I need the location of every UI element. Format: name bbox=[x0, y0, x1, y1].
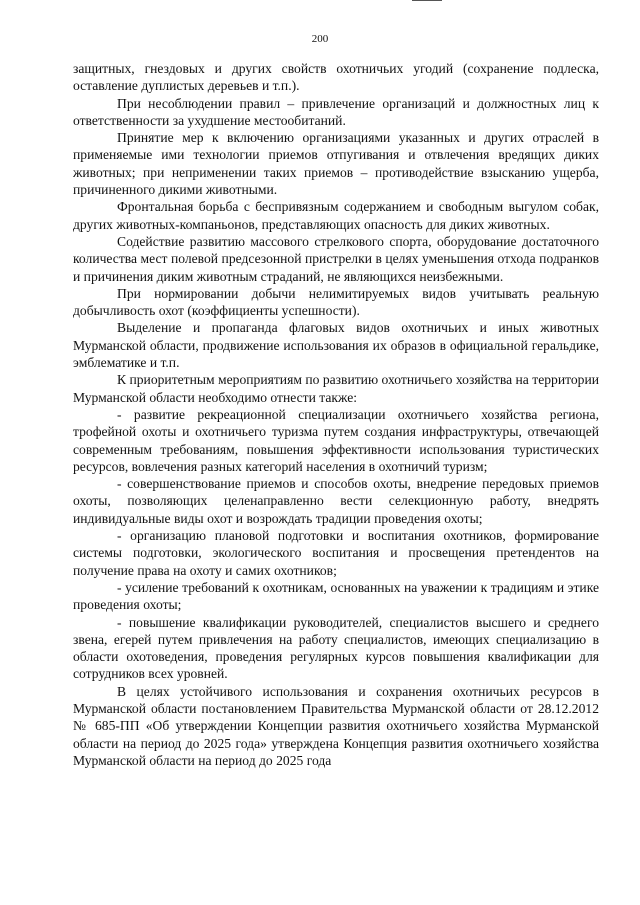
scan-mark bbox=[412, 0, 442, 1]
list-item-hunter-training: - организацию плановой подготовки и воспитания охотников, формирование системы подготовки, экологического воспитания и просвещения претендентов на получение права на охоту и самих охотников; bbox=[73, 528, 599, 578]
list-item-hunter-requirements: - усиление требований к охотникам, основанных на уважении к традициям и этике проведения охоты; bbox=[73, 579, 599, 613]
paragraph-3: Принятие мер к включению организациями указанных и других отраслей в применяемые ими технологии приемов отпугивания и отвлечения вредящих диких животных; при неприменении таких приемов – противодействие взысканию ущерба, причиненного дикими животными. bbox=[73, 130, 599, 198]
document-body bbox=[73, 60, 599, 769]
list-item-qualification: - повышение квалификации руководителей, специалистов высшего и среднего звена, егерей путем привлечения на работу специалистов, имеющих специализацию в области охотоведения, проведения регулярных курсов повышения квалификации для сотрудников всех уровней. bbox=[73, 614, 599, 682]
paragraph-6: При нормировании добычи нелимитируемых видов учитывать реальную добычливость охот (коэффициенты успешности). bbox=[73, 285, 599, 319]
paragraph-1: защитных, гнездовых и других свойств охотничьих угодий (сохранение подлеска, оставление дуплистых деревьев и т.п.). bbox=[73, 61, 599, 94]
paragraph-concept: В целях устойчивого использования и сохранения охотничьих ресурсов в Мурманской области постановлением Правительства Мурманской области от 28.12.2012 № 685-ПП «Об утверждении Концепции развития охотничьего хозяйства Мурманской области на период до 2025 года» утверждена Концепция развития охотничьего хозяйства Мурманской области на период до 2025 года bbox=[73, 683, 599, 768]
paragraph-4: Фронтальная борьба с беспривязным содержанием и свободным выгулом собак, других животных-компаньонов, представляющих опасность для диких животных. bbox=[73, 199, 599, 232]
paragraph-7: Выделение и пропаганда флаговых видов охотничьих и иных животных Мурманской области, продвижение использования их образов в официальной геральдике, эмблематике и т.п. bbox=[73, 320, 599, 371]
paragraph-2: При несоблюдении правил – привлечение организаций и должностных лиц к ответственности за ухудшение местообитаний. bbox=[73, 95, 599, 128]
list-item-hunting-methods: - совершенствование приемов и способов охоты, внедрение передовых приемов охоты, позволяющих целенаправленно вести селекционную работу, внедрять индивидуальные виды охот и возрождать традиции проведения охоты; bbox=[73, 476, 599, 526]
paragraph-5: Содействие развитию массового стрелкового спорта, оборудование достаточного количества мест полевой предсезонной пристрелки в целях уменьшения отхода подранков и причинения диким животным страданий, не являющихся неизбежными. bbox=[73, 233, 599, 284]
list-item-recreation: - развитие рекреационной специализации охотничьего хозяйства региона, трофейной охоты и охотничьего туризма путем создания инфраструктуры, отвечающей современным требованиям, повышения эффективности использования туристических ресурсов, вовлечения разных категорий населения в охотничий туризм; bbox=[73, 406, 599, 474]
page-number: 200 bbox=[311, 33, 329, 45]
paragraph-8: К приоритетным мероприятиям по развитию охотничьего хозяйства на территории Мурманской области необходимо отнести также: bbox=[73, 372, 599, 405]
